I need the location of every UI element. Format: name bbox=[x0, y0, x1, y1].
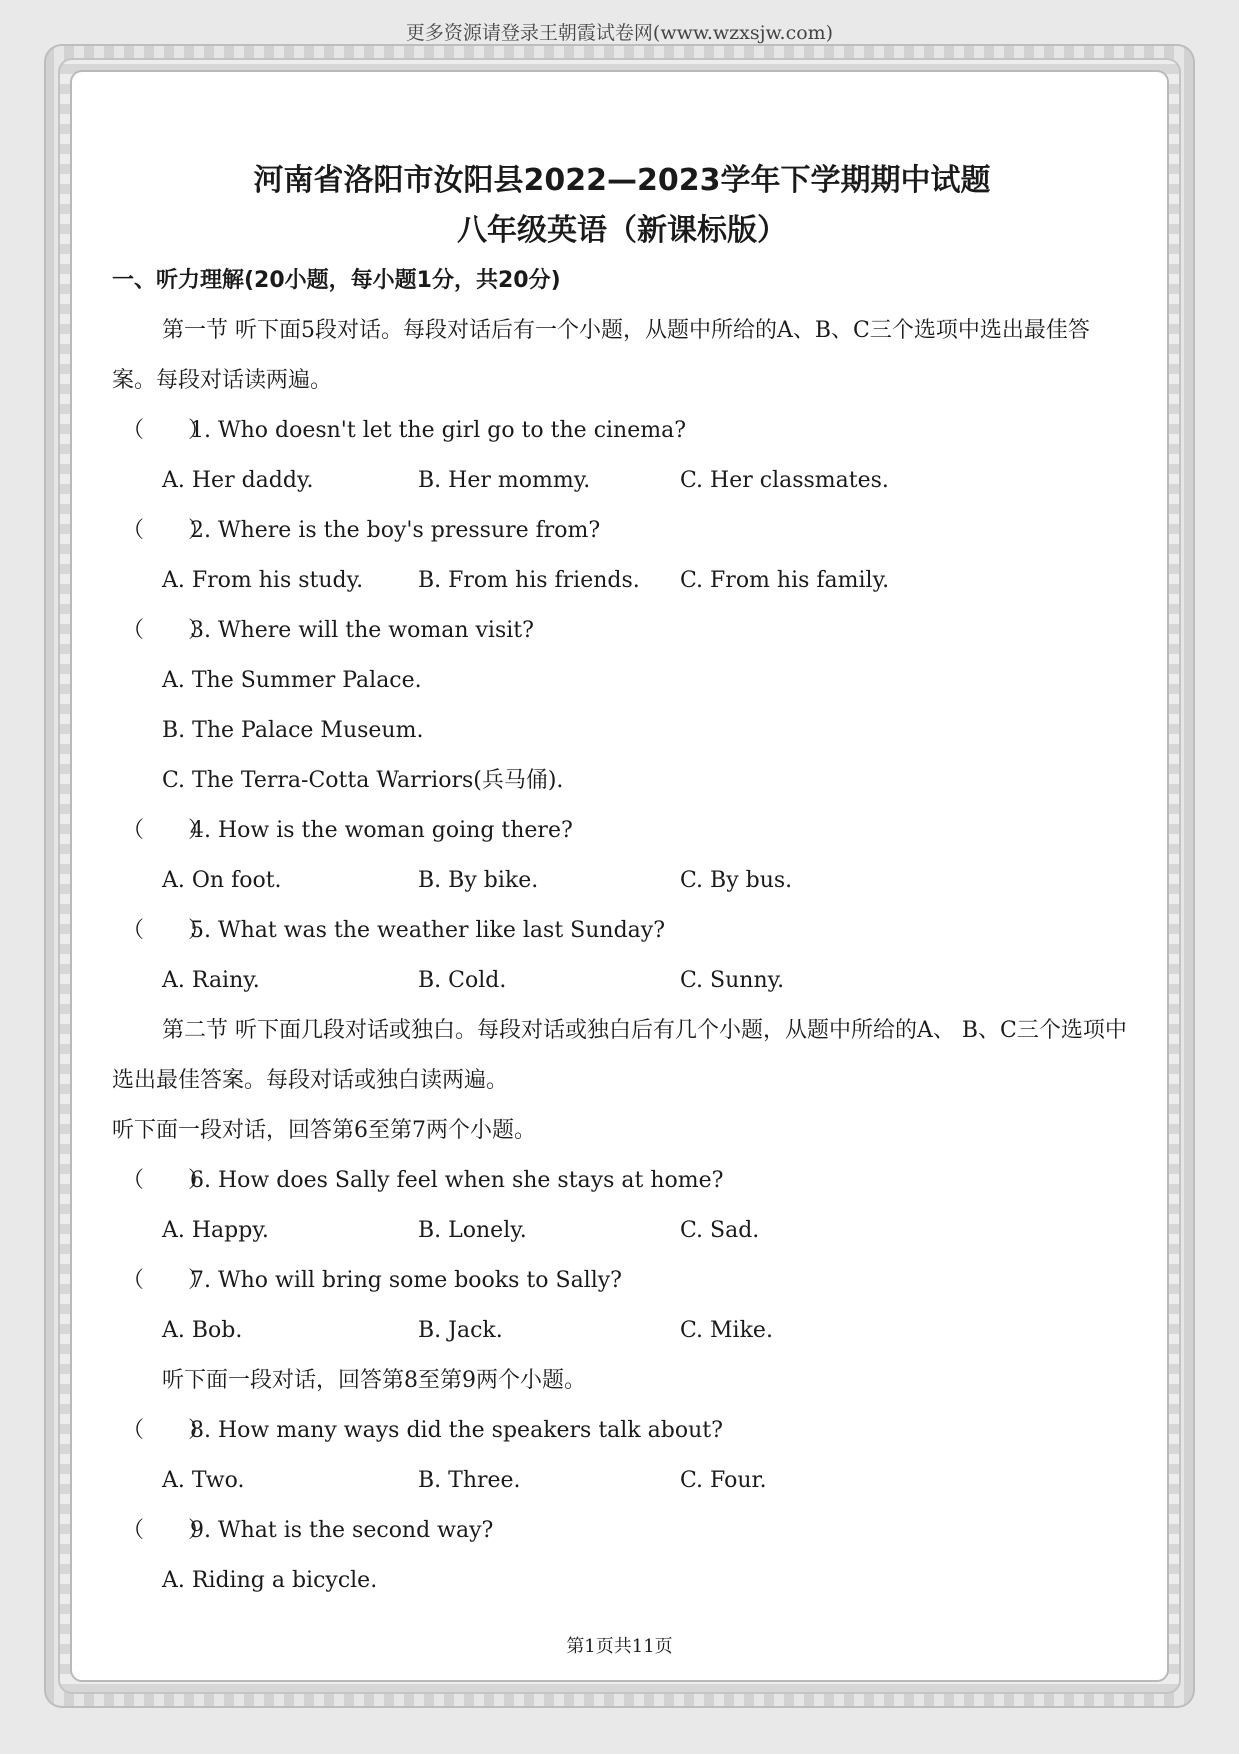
question-2 bbox=[112, 506, 1132, 556]
question-text: 9. What is the second way? bbox=[190, 1518, 494, 1543]
option-c: C. The Terra-Cotta Warriors(兵马俑). bbox=[162, 768, 564, 793]
section-heading-listening: 一、听力理解(20小题，每小题1分，共20分) bbox=[112, 268, 561, 293]
option-c: C. Sad. bbox=[680, 1218, 760, 1243]
exam-page bbox=[72, 72, 1167, 1680]
options-7 bbox=[112, 1306, 1132, 1356]
question-9 bbox=[112, 1506, 1132, 1556]
option-a: A. Bob. bbox=[162, 1318, 243, 1343]
option-a: A. Her daddy. bbox=[162, 468, 314, 493]
question-text: 6. How does Sally feel when she stays at home? bbox=[190, 1168, 724, 1193]
question-text: 1. Who doesn't let the girl go to the cinema? bbox=[190, 418, 687, 443]
option-c: C. Mike. bbox=[680, 1318, 773, 1343]
option-c: C. Her classmates. bbox=[680, 468, 889, 493]
site-header: 更多资源请登录王朝霞试卷网(www.wzxsjw.com) bbox=[405, 22, 834, 44]
answer-blank: （ ） bbox=[122, 1268, 211, 1293]
answer-blank: （ ） bbox=[122, 818, 211, 843]
page-number: 第1页共11页 bbox=[566, 1636, 673, 1657]
option-a: A. Happy. bbox=[162, 1218, 269, 1243]
answer-blank: （ ） bbox=[122, 618, 211, 643]
answer-blank: （ ） bbox=[122, 1418, 211, 1443]
option-a: A. From his study. bbox=[162, 568, 364, 593]
options-1 bbox=[112, 456, 1132, 506]
answer-blank: （ ） bbox=[122, 1518, 211, 1543]
question-text: 4. How is the woman going there? bbox=[190, 818, 573, 843]
page-content bbox=[112, 156, 1132, 1606]
question-text: 7. Who will bring some books to Sally? bbox=[190, 1268, 622, 1293]
part2-instructions: 第二节 听下面几段对话或独白。每段对话或独白后有几个小题，从题中所给的A、 B、C三个选项中选出最佳答案。每段对话或独白读两遍。 bbox=[112, 1018, 1127, 1093]
question-1 bbox=[112, 406, 1132, 456]
question-8 bbox=[112, 1406, 1132, 1456]
exam-title-line1: 河南省洛阳市汝阳县2022—2023学年下学期期中试题 bbox=[253, 163, 991, 198]
option-b: B. Jack. bbox=[418, 1318, 503, 1343]
option-a: A. The Summer Palace. bbox=[162, 668, 422, 693]
options-4 bbox=[112, 856, 1132, 906]
option-c: C. From his family. bbox=[680, 568, 890, 593]
question-text: 2. Where is the boy's pressure from? bbox=[190, 518, 601, 543]
answer-blank: （ ） bbox=[122, 518, 211, 543]
option-a: A. On foot. bbox=[162, 868, 282, 893]
dialog-instruction-6-7: 听下面一段对话，回答第6至第7两个小题。 bbox=[112, 1118, 536, 1143]
answer-blank: （ ） bbox=[122, 418, 211, 443]
question-4 bbox=[112, 806, 1132, 856]
answer-blank: （ ） bbox=[122, 1168, 211, 1193]
question-7 bbox=[112, 1256, 1132, 1306]
option-a: A. Two. bbox=[162, 1468, 245, 1493]
question-text: 3. Where will the woman visit? bbox=[190, 618, 534, 643]
option-a: A. Rainy. bbox=[162, 968, 260, 993]
options-5 bbox=[112, 956, 1132, 1006]
exam-title-line2: 八年级英语（新课标版） bbox=[457, 213, 787, 248]
question-6 bbox=[112, 1156, 1132, 1206]
option-b: B. By bike. bbox=[418, 868, 539, 893]
option-c: C. Four. bbox=[680, 1468, 767, 1493]
options-6 bbox=[112, 1206, 1132, 1256]
options-2 bbox=[112, 556, 1132, 606]
option-b: B. Three. bbox=[418, 1468, 521, 1493]
part1-instructions: 第一节 听下面5段对话。每段对话后有一个小题，从题中所给的A、B、C三个选项中选出最佳答案。每段对话读两遍。 bbox=[112, 318, 1090, 393]
dialog-instruction-8-9: 听下面一段对话，回答第8至第9两个小题。 bbox=[162, 1368, 586, 1393]
question-5 bbox=[112, 906, 1132, 956]
option-c: C. By bus. bbox=[680, 868, 793, 893]
question-text: 8. How many ways did the speakers talk about? bbox=[190, 1418, 723, 1443]
answer-blank: （ ） bbox=[122, 918, 211, 943]
option-a: A. Riding a bicycle. bbox=[162, 1568, 378, 1593]
options-8 bbox=[112, 1456, 1132, 1506]
question-3 bbox=[112, 606, 1132, 656]
option-b: B. Cold. bbox=[418, 968, 507, 993]
option-b: B. The Palace Museum. bbox=[162, 718, 424, 743]
question-text: 5. What was the weather like last Sunday? bbox=[190, 918, 665, 943]
option-c: C. Sunny. bbox=[680, 968, 785, 993]
option-b: B. From his friends. bbox=[418, 568, 640, 593]
option-b: B. Her mommy. bbox=[418, 468, 591, 493]
option-b: B. Lonely. bbox=[418, 1218, 527, 1243]
